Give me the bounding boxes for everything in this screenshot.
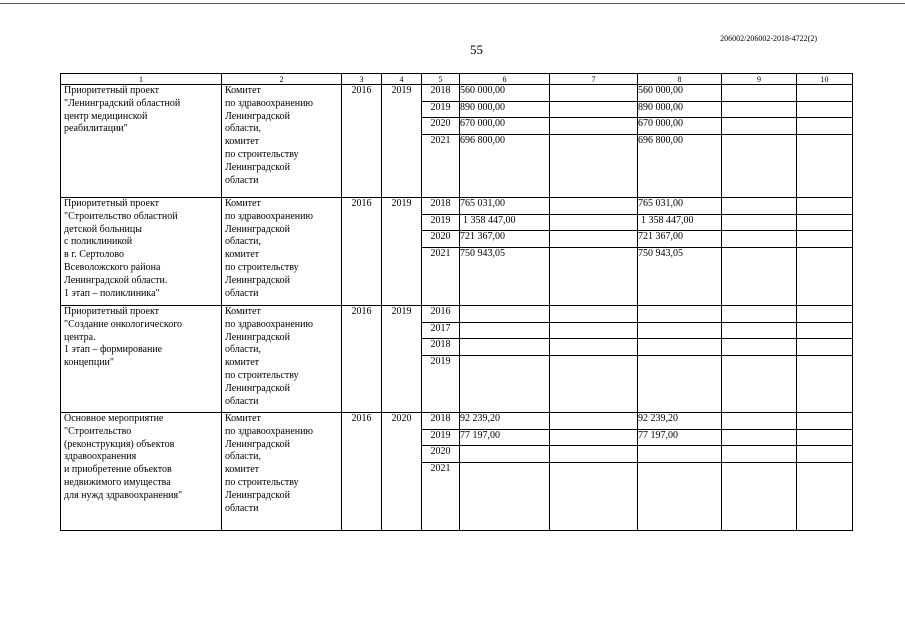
amount: 92 239,20 [638,413,721,429]
year: 2017 [422,322,459,339]
amount: 721 367,00 [460,231,549,248]
amount: 721 367,00 [638,231,721,248]
amount [460,462,549,478]
col-header-2: 2 [222,74,342,85]
amount-cell [460,306,550,413]
amount-cell [460,413,550,531]
amount-cell [550,85,638,198]
executor: Комитет по здравоохранению Ленинградской области, комитет по строительству Ленинградской области [222,413,342,531]
amount: 560 000,00 [460,85,549,101]
col-header-1: 1 [61,74,222,85]
col-header-5: 5 [422,74,460,85]
amount: 765 031,00 [638,198,721,214]
year: 2020 [422,446,459,463]
amount-cell [722,198,797,306]
amount [638,462,721,478]
year: 2016 [422,306,459,322]
table-row [61,413,853,531]
amount-cell [722,306,797,413]
col-header-7: 7 [550,74,638,85]
amount-cell [797,413,853,531]
project-name: Приоритетный проект "Ленинградский областной центр медицинской реабилитации" [61,85,222,198]
year: 2019 [422,429,459,446]
top-border-line [0,3,905,4]
amount-cell [638,198,722,306]
col-header-6: 6 [460,74,550,85]
end-year: 2020 [382,413,422,531]
amount: 1 358 447,00 [460,214,549,231]
amount: 696 800,00 [460,134,505,146]
year: 2019 [422,101,459,118]
end-year: 2019 [382,306,422,413]
amount: 1 358 447,00 [638,214,721,231]
amount: 77 197,00 [460,429,549,446]
year: 2018 [422,413,459,429]
col-header-8: 8 [638,74,722,85]
years-cell [422,306,460,413]
amount-cell [797,85,853,198]
year: 2021 [430,247,451,259]
year: 2018 [422,339,459,356]
amount: 890 000,00 [460,101,549,118]
amount-cell [550,198,638,306]
year: 2019 [422,214,459,231]
project-name: Основное мероприятие "Строительство (реконструкция) объектов здравоохранения и приобретение объектов недвижимого имущества для нужд здравоохранения" [61,413,222,531]
table-row [61,198,853,306]
year: 2018 [422,198,459,214]
executor: Комитет по здравоохранению Ленинградской области, комитет по строительству Ленинградской области [222,198,342,306]
start-year: 2016 [342,306,382,413]
amount: 670 000,00 [460,118,549,135]
table-row [61,85,853,198]
amount-cell [722,413,797,531]
amount: 696 800,00 [638,134,683,146]
document-number: 206002/206002-2018-4722(2) [720,34,817,43]
year: 2020 [422,118,459,135]
table-row [61,306,853,413]
years-cell [422,85,460,198]
year: 2018 [422,85,459,101]
amount: 890 000,00 [638,101,721,118]
years-cell [422,198,460,306]
amount [460,446,549,463]
project-name: Приоритетный проект "Строительство областной детской больницы с поликлиникой в г. Сертолово Всеволожского района Ленинградской области. 1 этап – поликлиника" [61,198,222,306]
amount: 92 239,20 [460,413,549,429]
amount-cell [638,306,722,413]
col-header-4: 4 [382,74,422,85]
start-year: 2016 [342,198,382,306]
amount-cell [797,198,853,306]
executor: Комитет по здравоохранению Ленинградской области, комитет по строительству Ленинградской области [222,306,342,413]
amount-cell [550,413,638,531]
start-year: 2016 [342,413,382,531]
year: 2019 [430,355,451,367]
years-cell [422,413,460,531]
year: 2021 [430,462,451,474]
end-year: 2019 [382,85,422,198]
amount-cell [550,306,638,413]
amount: 77 197,00 [638,429,721,446]
amount [638,446,721,463]
amount-cell [460,85,550,198]
amount-cell [460,198,550,306]
start-year: 2016 [342,85,382,198]
col-header-3: 3 [342,74,382,85]
project-name: Приоритетный проект "Создание онкологического центра. 1 этап – формирование концепции" [61,306,222,413]
amount: 750 943,05 [460,247,505,259]
col-header-9: 9 [722,74,797,85]
amount-cell [638,413,722,531]
amount-cell [722,85,797,198]
amount: 560 000,00 [638,85,721,101]
end-year: 2019 [382,198,422,306]
executor: Комитет по здравоохранению Ленинградской области, комитет по строительству Ленинградской области [222,85,342,198]
column-numbers-row [61,74,853,85]
col-header-10: 10 [797,74,853,85]
page-number: 55 [470,42,483,57]
amount-cell [638,85,722,198]
amount: 750 943,05 [638,247,683,259]
program-table [60,73,853,531]
amount-cell [797,306,853,413]
amount: 670 000,00 [638,118,721,135]
amount: 765 031,00 [460,198,549,214]
year: 2020 [422,231,459,248]
year: 2021 [430,134,451,146]
